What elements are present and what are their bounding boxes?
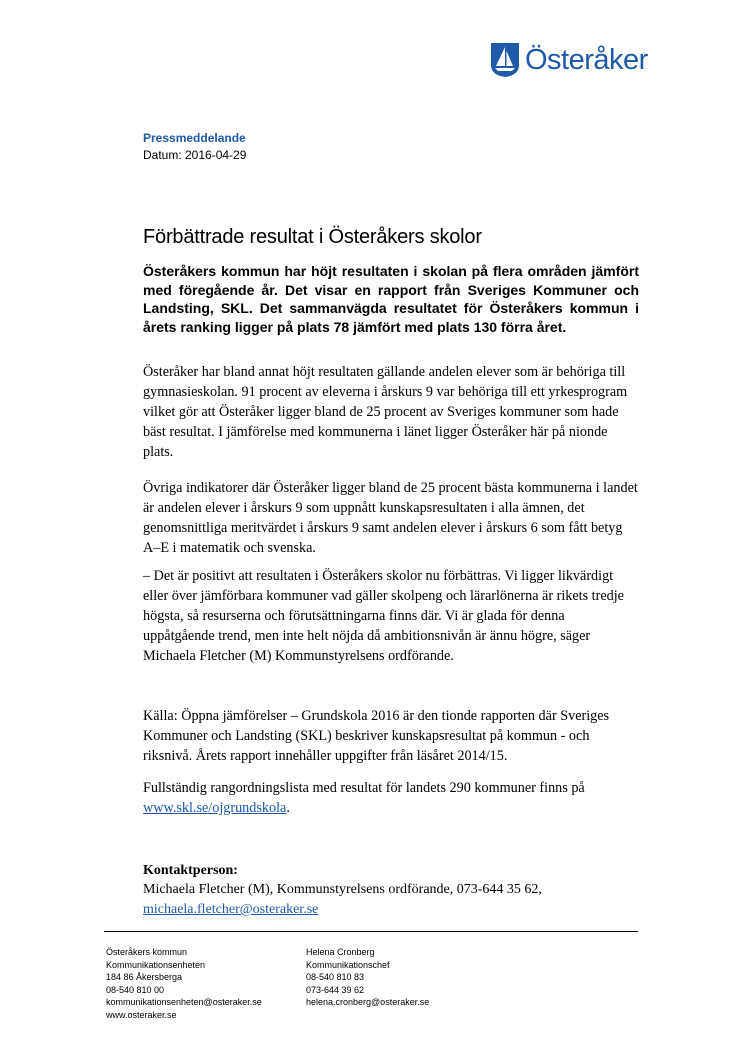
contact-details: Michaela Fletcher (M), Kommunstyrelsens ordförande, 073-644 35 62, bbox=[143, 882, 542, 897]
footer-email[interactable]: kommunikationsenheten@osteraker.se bbox=[106, 997, 262, 1007]
footer-contact-name: Helena Cronberg bbox=[306, 947, 375, 957]
contact-email-link[interactable]: michaela.fletcher@osteraker.se bbox=[143, 902, 319, 917]
footer-contact bbox=[306, 946, 429, 1009]
full-list-suffix: . bbox=[286, 800, 290, 816]
full-list-paragraph bbox=[143, 778, 639, 818]
footer-address: 184 86 Åkersberga bbox=[106, 972, 183, 982]
body-paragraph-2: Övriga indikatorer där Österåker ligger bland de 25 procent bästa kommunerna i landet är andelen elever i årskurs 9 som uppnått kunskapsresultaten i alla ämnen, det genomsnittliga meritvärdet i årskurs 9 samt andelen elever i årskurs 6 som fått betyg A–E i matematik och svenska. bbox=[143, 480, 638, 556]
full-list-text: Fullständig rangordningslista med resultat för landets 290 kommuner finns på bbox=[143, 780, 585, 796]
logo-wordmark: Österåker bbox=[525, 44, 648, 76]
footer-contact-mobile: 073-644 39 62 bbox=[306, 984, 365, 995]
footer-contact-email[interactable]: helena.cronberg@osteraker.se bbox=[306, 997, 430, 1007]
footer-org-name: Österåkers kommun bbox=[106, 947, 188, 957]
quote-paragraph: – Det är positivt att resultaten i Österåkers skolor nu förbättras. Vi ligger likvärdigt eller över jämförbara kommuner vad gäller skolpeng och lärarlönerna är rikets tredje högsta, så resurserna och förutsättningarna finns där. Vi är glada för denna uppåtgående trend, men inte helt nöjda då ambitionsnivån är ännu högre, säger Michaela Fletcher (M) Kommunstyrelsens ordförande. bbox=[143, 568, 624, 664]
skl-link[interactable]: www.skl.se/ojgrundskola bbox=[143, 800, 287, 816]
shield-sailboat-icon bbox=[490, 42, 520, 78]
footer-contact-phone: 08-540 810 83 bbox=[306, 972, 365, 982]
footer-organization bbox=[106, 946, 262, 1021]
osteraker-logo bbox=[490, 40, 648, 80]
lead-paragraph: Österåkers kommun har höjt resultaten i skolan på flera områden jämfört med föregående år. Det visar en rapport från Sveriges Kommuner och Landsting, SKL. Det sammanvägda resultatet för Österåkers kommun i årets ranking ligger på plats 78 jämfört med plats 130 förra året. bbox=[143, 263, 639, 335]
source-paragraph: Källa: Öppna jämförelser – Grundskola 2016 är den tionde rapporten där Sveriges Kommuner och Landsting (SKL) beskriver kunskapsresultat på kommun - och riksnivå. Årets rapport innehåller uppgifter från läsåret 2014/15. bbox=[143, 708, 610, 764]
footer-divider bbox=[104, 931, 638, 932]
body-paragraph-1: Österåker har bland annat höjt resultaten gällande andelen elever som är behöriga till gymnasieskolan. 91 procent av eleverna i årskurs 9 var behöriga till ett yrkesprogram vilket gör att Österåker ligger bland de 25 procent av Sveriges kommuner som hade bäst resultat. I jämförelse med kommunerna i länet ligger Österåker här på nionde plats. bbox=[143, 364, 628, 460]
footer-phone: 08-540 810 00 bbox=[106, 984, 165, 995]
release-date: Datum: 2016-04-29 bbox=[143, 148, 247, 162]
footer-contact-title: Kommunikationschef bbox=[306, 959, 390, 970]
press-release-label: Pressmeddelande bbox=[143, 131, 246, 145]
footer-department: Kommunikationsenheten bbox=[106, 959, 206, 970]
footer-website[interactable]: www.osteraker.se bbox=[106, 1009, 177, 1020]
headline: Förbättrade resultat i Österåkers skolor bbox=[143, 226, 482, 248]
contact-heading: Kontaktperson: bbox=[143, 863, 238, 878]
